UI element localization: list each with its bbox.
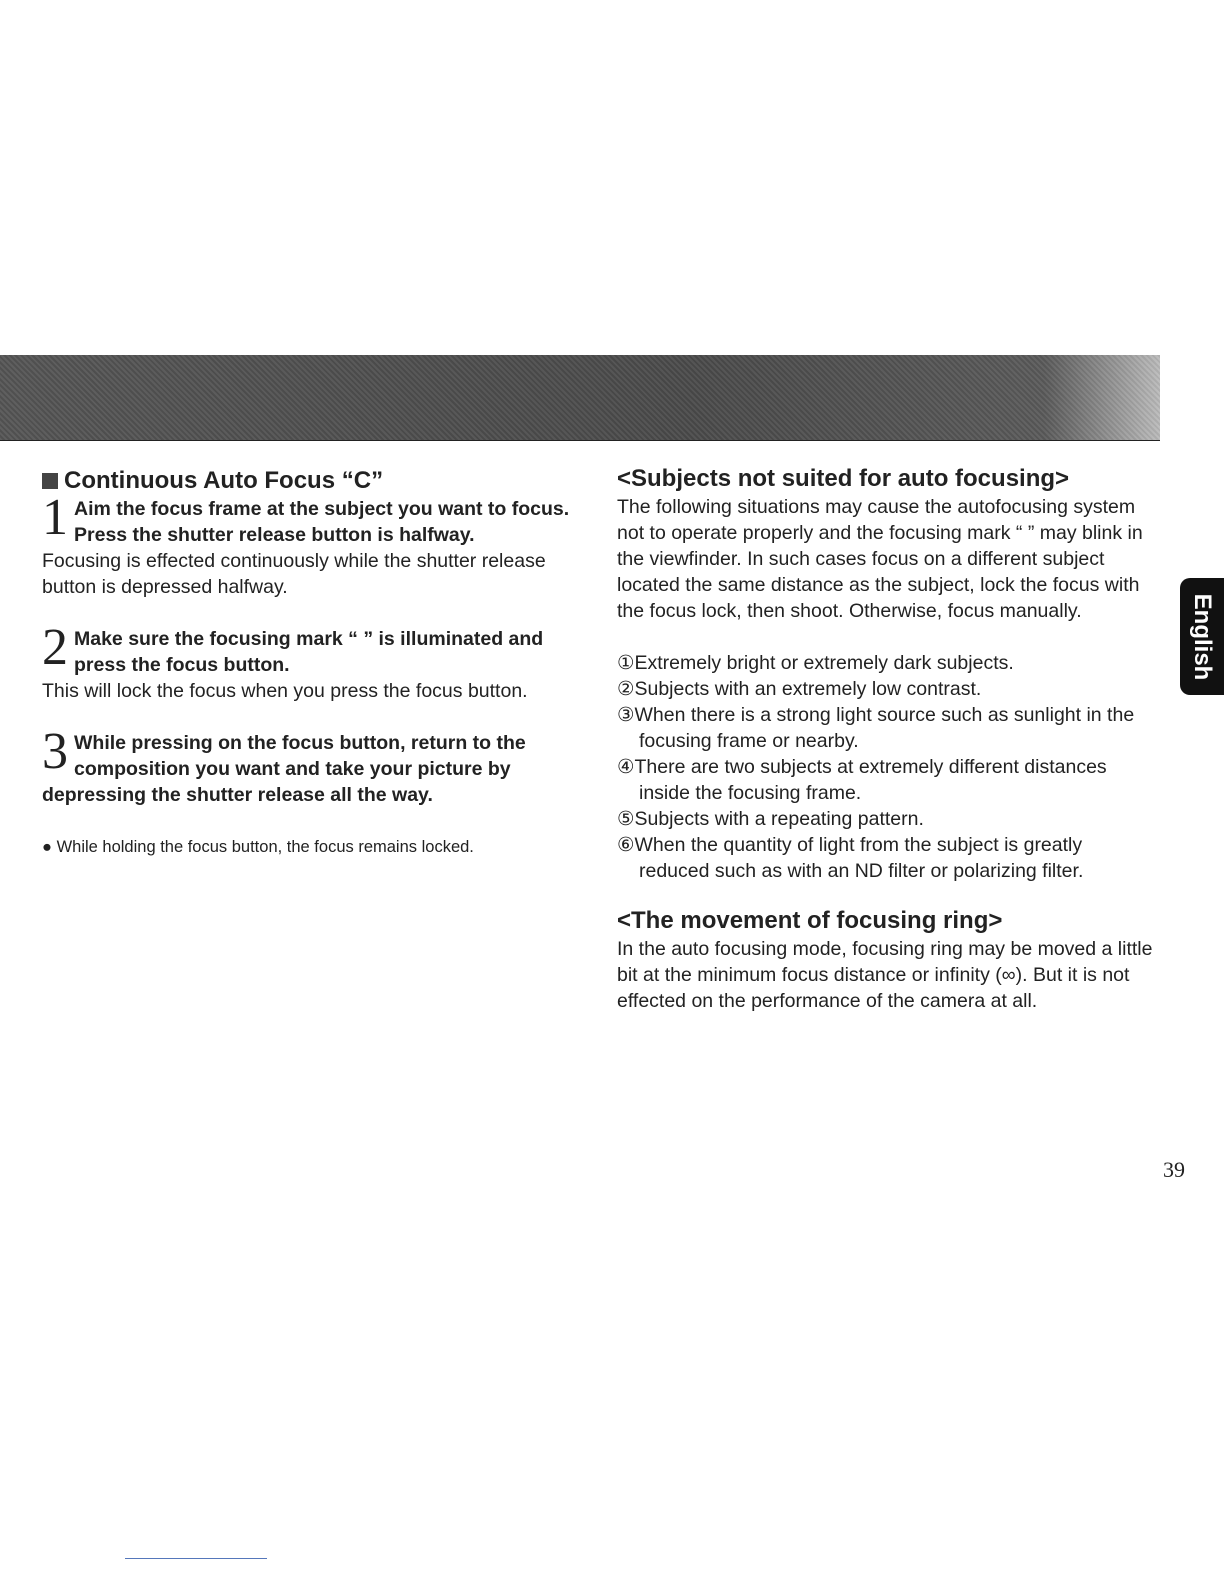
list-item: ⑤Subjects with a repeating pattern. [617,808,924,830]
language-tab [1180,578,1224,695]
focusing-ring-body: In the auto focusing mode, focusing ring may be moved a little bit at the minimum focus distance or infinity (∞). But it is not effected on the performance of the camera at all. [617,938,1153,1012]
list-item: ⑥When the quantity of light from the subject is greatly reduced such as with an ND filter or polarizing filter. [617,834,1084,882]
step-title: Make sure the focusing mark “ ” is illuminated and press the focus button. [74,628,544,676]
list-item: ②Subjects with an extremely low contrast. [617,678,982,700]
subjects-intro: The following situations may cause the autofocusing system not to operate properly and the focusing mark “ ” may blink in the viewfinder. In such cases focus on a different subject located the same distance as the subject, lock the focus with the focus lock, then shoot. Otherwise, focus manually. [617,496,1143,622]
square-bullet-icon [42,473,58,489]
step-body: This will lock the focus when you press the focus button. [42,680,528,702]
page-number: 39 [1163,1157,1185,1182]
step-number: 1 [42,489,68,546]
step-number: 2 [42,619,68,676]
bullet-icon: ● [42,838,57,856]
list-item: ④There are two subjects at extremely different distances inside the focusing frame. [617,756,1107,804]
footer-rule [125,1558,267,1559]
step-1 [42,489,582,600]
header-banner [0,355,1160,441]
note [42,836,582,858]
left-column [42,466,582,858]
list-item: ③When there is a strong light source such as sunlight in the focusing frame or nearby. [617,704,1135,752]
list-item: ①Extremely bright or extremely dark subjects. [617,652,1014,674]
step-3 [42,723,582,808]
language-tab-label: English [1189,593,1216,680]
subjects-heading: <Subjects not suited for auto focusing> [617,465,1070,492]
right-column [617,464,1157,1014]
step-body: Focusing is effected continuously while the shutter release button is depressed halfway. [42,550,546,598]
step-2 [42,619,582,704]
step-title: Aim the focus frame at the subject you want to focus. Press the shutter release button is halfway. [74,498,570,546]
step-number: 3 [42,723,68,780]
subjects-list [617,650,1157,884]
section-heading [42,466,582,496]
step-title: While pressing on the focus button, return to the composition you want and take your picture by depressing the shutter release all the way. [42,732,526,806]
note-text: While holding the focus button, the focus remains locked. [56,838,474,856]
focusing-ring-heading: <The movement of focusing ring> [617,907,1003,934]
heading-text: Continuous Auto Focus “C” [64,467,384,494]
